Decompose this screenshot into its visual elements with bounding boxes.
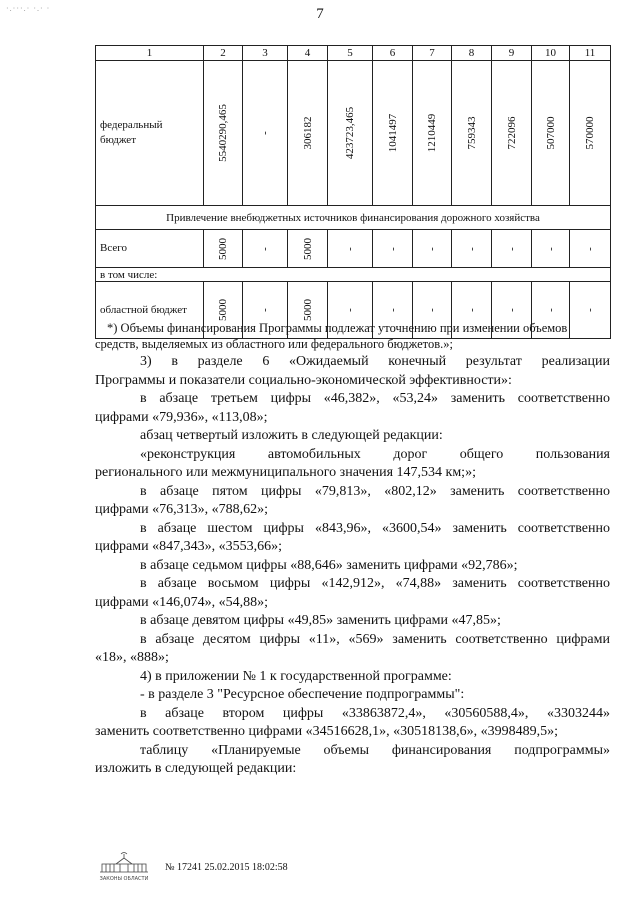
text-line: абзац четвертый изложить в следующей редакции:: [140, 428, 443, 443]
table-cell: -: [259, 308, 271, 312]
table-section-row: [96, 206, 611, 230]
table-cell: 722096: [505, 116, 518, 150]
table-cell: 5540290,465: [217, 104, 229, 162]
table-header-row: [96, 46, 611, 61]
table-cell: -: [259, 131, 271, 135]
text-line: в абзаце третьем цифры «46,382», «53,24» заменить соответственно: [140, 391, 610, 406]
text-line: «18», «888»;: [95, 650, 169, 665]
table-row-federal-budget: [96, 61, 611, 206]
text-line: в абзаце втором цифры «33863872,4», «30560588,4», «3303244»: [140, 705, 610, 721]
table-footnote: [95, 321, 610, 353]
text-line: в абзаце седьмом цифры «88,646» заменить цифрами «92,786»;: [140, 557, 518, 573]
row-label: федеральный бюджет: [96, 61, 204, 206]
text-line: в абзаце десятом цифры «11», «569» заменить соответственно цифрами: [140, 631, 610, 647]
text-line: 3) в разделе 6 «Ожидаемый конечный результат реализации: [140, 354, 610, 369]
table-cell: -: [544, 308, 557, 312]
registration-stamp: № 17241 25.02.2015 18:02:58: [165, 862, 288, 873]
text-line: цифрами «847,343», «3553,66»;: [95, 539, 283, 554]
column-header: 9: [492, 46, 532, 61]
table-cell: -: [465, 246, 478, 251]
table-cell: 306182: [301, 116, 314, 150]
footnote-line: средств, выделяемых из областного или федерального бюджетов.»;: [95, 337, 453, 351]
table-cell: -: [505, 246, 518, 251]
column-header: 8: [452, 46, 492, 61]
text-line: цифрами «146,074», «54,88»;: [95, 594, 269, 610]
text-line: 4) в приложении № 1 к государственной программе:: [140, 668, 452, 684]
table-cell: 759343: [465, 116, 478, 150]
table-cell: -: [426, 308, 438, 312]
table-cell: -: [584, 308, 596, 312]
table-cell: -: [344, 246, 356, 251]
text-line: - в разделе 3 "Ресурсное обеспечение подпрограммы":: [140, 687, 465, 702]
table-cell: -: [426, 246, 438, 251]
column-header: 10: [532, 46, 570, 61]
table-cell: 507000: [544, 116, 557, 150]
column-header: 1: [96, 46, 204, 61]
table-including-row: [96, 268, 611, 282]
including-label: в том числе:: [96, 268, 611, 282]
table-cell: -: [544, 246, 557, 251]
column-header: 4: [288, 46, 328, 61]
document-body: [95, 353, 610, 779]
text-line: «реконструкция автомобильных дорог общего пользования: [140, 446, 610, 462]
text-line: цифрами «76,313», «788,62»;: [95, 502, 269, 517]
table-cell: -: [465, 308, 478, 312]
text-line: цифрами «79,936», «113,08»;: [95, 409, 268, 425]
table-cell: 1210449: [426, 113, 438, 153]
column-header: 2: [204, 46, 243, 61]
table-cell: 5000: [301, 237, 314, 260]
table-cell: 5000: [217, 299, 229, 321]
table-cell: 5000: [217, 237, 229, 260]
table-cell: -: [386, 246, 399, 251]
text-line: в абзаце восьмом цифры «142,912», «74,88» заменить соответственно: [140, 576, 610, 591]
table-cell: -: [344, 308, 356, 312]
column-header: 6: [373, 46, 413, 61]
table-row-total: [96, 230, 611, 268]
table-cell: -: [386, 308, 399, 312]
footnote-line: *) Объемы финансирования Программы подлежат уточнению при изменении объемов: [107, 321, 568, 335]
logo-caption: ЗАКОНЫ ОБЛАСТИ: [99, 876, 149, 882]
column-header: 3: [243, 46, 288, 61]
table-cell: 5000: [301, 299, 314, 321]
text-line: в абзаце девятом цифры «49,85» заменить цифрами «47,85»;: [140, 613, 501, 628]
table-cell: 1041497: [386, 113, 399, 153]
table-cell: -: [259, 246, 271, 251]
text-line: Программы и показатели социально-экономической эффективности»:: [95, 372, 512, 388]
table-cell: -: [505, 308, 518, 312]
section-title: Привлечение внебюджетных источников финансирования дорожного хозяйства: [96, 206, 611, 230]
text-line: заменить соответственно цифрами «34516628,1», «30518138,6», «3998489,5»;: [95, 724, 559, 739]
page-number: 7: [316, 6, 324, 22]
text-line: изложить в следующей редакции:: [95, 761, 297, 776]
text-line: таблицу «Планируемые объемы финансирования подпрограммы»: [140, 742, 610, 758]
financing-table: [95, 45, 611, 339]
scan-corner-mark: ·.···.· ·.· ·: [6, 4, 51, 13]
row-label: областной бюджет: [96, 282, 204, 339]
column-header: 7: [413, 46, 452, 61]
text-line: в абзаце шестом цифры «843,96», «3600,54» заменить соответственно: [140, 520, 610, 536]
column-header: 5: [328, 46, 373, 61]
building-logo-icon: [96, 850, 152, 882]
column-header: 11: [570, 46, 611, 61]
table-cell: 570000: [584, 116, 596, 150]
text-line: в абзаце пятом цифры «79,813», «802,12» заменить соответственно: [140, 483, 610, 499]
table-cell: -: [584, 246, 596, 251]
row-label: Всего: [96, 230, 204, 268]
text-line: регионального или межмуниципального значения 147,534 км;»;: [95, 465, 476, 480]
table-cell: 423723,465: [344, 106, 356, 160]
